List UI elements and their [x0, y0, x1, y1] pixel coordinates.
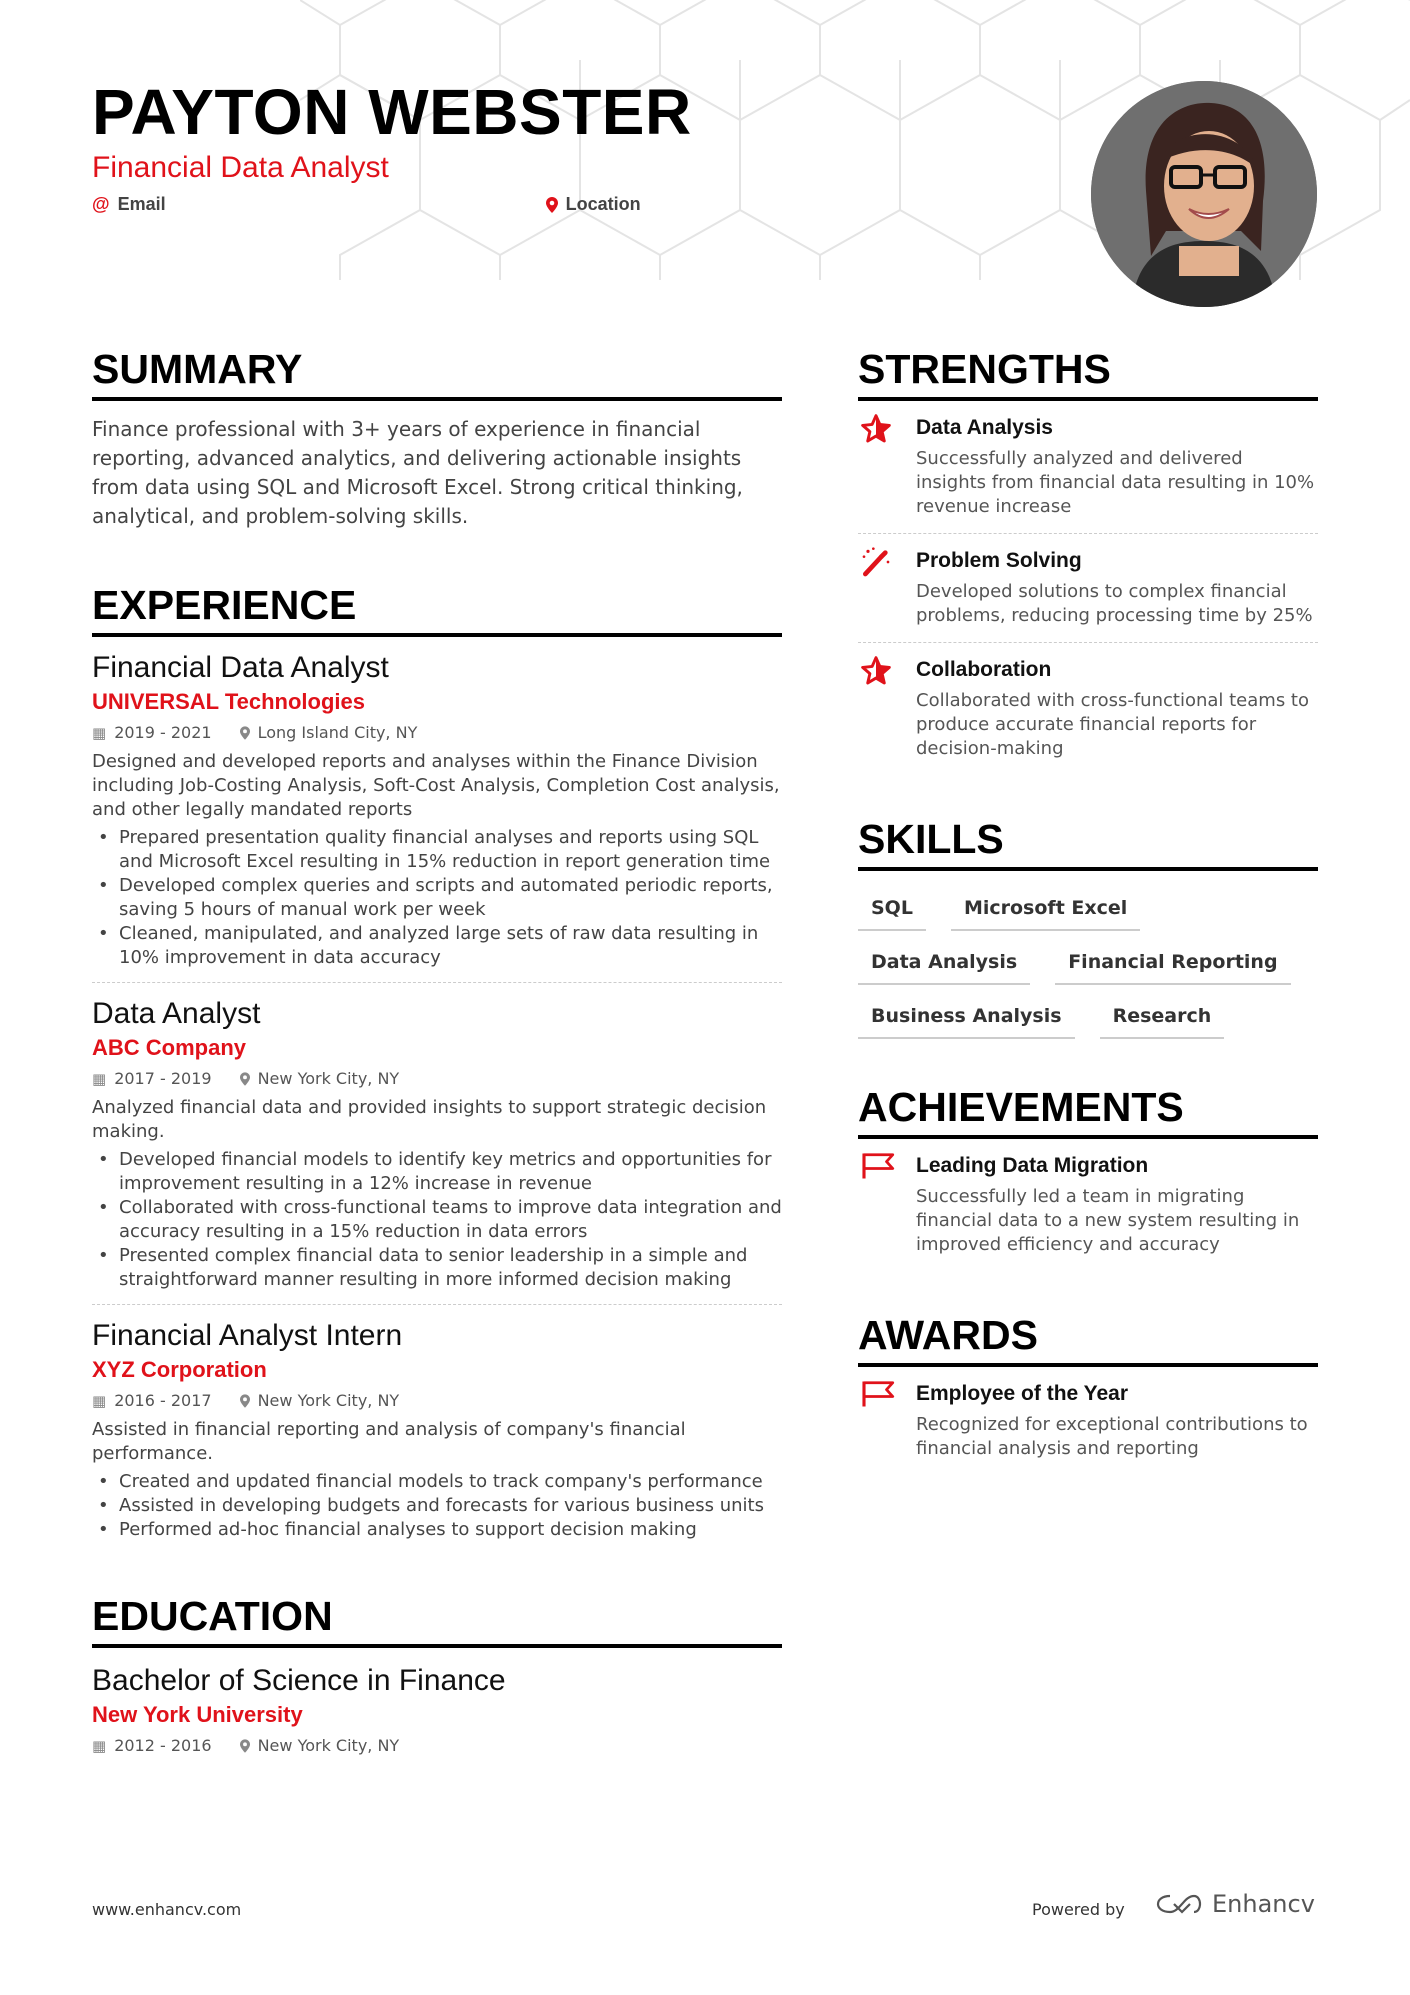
map-pin-icon [546, 197, 558, 213]
job-bullet: • Presented complex financial data to senior leadership in a simple and straightforward manner resulting in more informed decision making [92, 1244, 782, 1292]
awards-section [858, 1311, 1318, 1475]
experience-heading: EXPERIENCE [92, 581, 782, 637]
email-label: Email [117, 194, 166, 214]
skills-section [858, 815, 1318, 1045]
skill-tag: Financial Reporting [1055, 937, 1290, 985]
job-location-text: New York City, NY [257, 1069, 400, 1088]
job-dates: 2017 - 2019 [114, 1069, 212, 1088]
skill-tag: Research [1100, 991, 1225, 1039]
profile-photo [1091, 81, 1317, 307]
candidate-title: Financial Data Analyst [92, 151, 389, 184]
resume-header [92, 76, 1092, 215]
job-description: Assisted in financial reporting and analysis of company's financial performance. [92, 1419, 686, 1464]
skill-tag: Business Analysis [858, 991, 1075, 1039]
job-bullet: • Cleaned, manipulated, and analyzed large sets of raw data resulting in 10% improvement in data accuracy [92, 922, 782, 970]
job-entry [92, 649, 782, 983]
strength-description: Developed solutions to complex financial problems, reducing processing time by 25% [916, 581, 1313, 626]
job-location-text: New York City, NY [257, 1391, 400, 1410]
job-bullets [92, 1148, 782, 1292]
achievements-section [858, 1083, 1318, 1271]
skills-list [858, 883, 1318, 1045]
job-bullet: • Prepared presentation quality financial analyses and reports using SQL and Microsoft Excel resulting in 15% reduction in report generation time [92, 826, 782, 874]
job-location-text: Long Island City, NY [257, 723, 418, 742]
summary-section [92, 345, 782, 531]
flag-icon [858, 1379, 916, 1461]
strength-title: Problem Solving [916, 549, 1082, 572]
contact-row [92, 194, 1092, 215]
award-item [858, 1367, 1318, 1475]
job-meta [92, 722, 782, 744]
location-label: Location [565, 194, 641, 214]
job-entry [92, 995, 782, 1305]
calendar-icon: ▦ [92, 1070, 107, 1088]
job-dates: 2019 - 2021 [114, 723, 212, 742]
job-dates: 2016 - 2017 [114, 1391, 212, 1410]
profile-photo-illustration [1091, 81, 1317, 307]
calendar-icon: ▦ [92, 724, 107, 742]
footer-powered-by: Powered by [1032, 1900, 1125, 1919]
strength-item [858, 401, 1318, 534]
strength-description: Collaborated with cross-functional teams to produce accurate financial reports for decision-making [916, 690, 1309, 759]
flag-icon [858, 1151, 916, 1257]
at-sign-icon: @ [92, 194, 110, 214]
map-pin-icon [240, 1739, 250, 1753]
strength-description: Successfully analyzed and delivered insights from financial data resulting in 10% revenue increase [916, 448, 1315, 517]
job-title: Data Analyst [92, 997, 261, 1030]
awards-heading: AWARDS [858, 1311, 1318, 1367]
right-column [858, 345, 1318, 1475]
job-title: Financial Analyst Intern [92, 1319, 403, 1352]
map-pin-icon [240, 1072, 250, 1086]
achievement-title: Leading Data Migration [916, 1154, 1149, 1177]
left-column [92, 345, 782, 1757]
job-bullet: • Created and updated financial models to track company's performance [92, 1470, 782, 1494]
job-location [240, 722, 418, 744]
education-meta [92, 1735, 782, 1757]
job-location [240, 1390, 400, 1412]
achievement-item [858, 1139, 1318, 1271]
strength-item [858, 534, 1318, 643]
company-name: ABC Company [92, 1035, 247, 1060]
email-contact[interactable] [92, 194, 166, 215]
calendar-icon: ▦ [92, 1392, 107, 1410]
degree-title: Bachelor of Science in Finance [92, 1664, 506, 1697]
experience-section [92, 581, 782, 1554]
job-bullet: • Assisted in developing budgets and forecasts for various business units [92, 1494, 782, 1518]
job-bullet: • Developed financial models to identify key metrics and opportunities for improvement resulting in a 12% increase in revenue [92, 1148, 782, 1196]
map-pin-icon [240, 1394, 250, 1408]
achievements-heading: ACHIEVEMENTS [858, 1083, 1318, 1139]
summary-heading: SUMMARY [92, 345, 782, 401]
enhancv-logo-icon [1156, 1892, 1202, 1916]
strength-item [858, 643, 1318, 775]
job-meta [92, 1390, 782, 1412]
education-dates: 2012 - 2016 [114, 1736, 212, 1755]
job-entry [92, 1317, 782, 1554]
star-icon [858, 655, 916, 761]
job-bullet: • Performed ad-hoc financial analyses to support decision making [92, 1518, 782, 1542]
award-description: Recognized for exceptional contributions to financial analysis and reporting [916, 1414, 1308, 1459]
candidate-name: PAYTON WEBSTER [92, 76, 692, 148]
company-name: UNIVERSAL Technologies [92, 689, 366, 714]
strength-title: Collaboration [916, 658, 1052, 681]
enhancv-logo-text: Enhancv [1212, 1890, 1315, 1918]
summary-text: Finance professional with 3+ years of experience in financial reporting, advanced analytics, and delivering actionable insights from data using SQL and Microsoft Excel. Strong critical thinking, analytical, and problem-solving skills. [92, 417, 743, 528]
location-contact [546, 194, 641, 215]
skill-tag: Data Analysis [858, 937, 1030, 985]
job-bullets [92, 1470, 782, 1542]
job-bullet: • Developed complex queries and scripts and automated periodic reports, saving 5 hours of manual work per week [92, 874, 782, 922]
enhancv-logo[interactable] [1156, 1890, 1315, 1918]
job-location [240, 1068, 400, 1090]
company-name: XYZ Corporation [92, 1357, 267, 1382]
skill-tag: SQL [858, 883, 926, 931]
job-bullet: • Collaborated with cross-functional teams to improve data integration and accuracy resulting in a 15% reduction in data errors [92, 1196, 782, 1244]
strength-title: Data Analysis [916, 416, 1053, 439]
school-name: New York University [92, 1702, 303, 1727]
strengths-heading: STRENGTHS [858, 345, 1318, 401]
strengths-section [858, 345, 1318, 775]
job-bullets [92, 826, 782, 970]
skills-heading: SKILLS [858, 815, 1318, 871]
award-title: Employee of the Year [916, 1382, 1129, 1405]
achievement-description: Successfully led a team in migrating financial data to a new system resulting in improved efficiency and accuracy [916, 1186, 1300, 1255]
job-description: Designed and developed reports and analyses within the Finance Division including Job-Costing Analysis, Soft-Cost Analysis, Completion Cost analysis, and other legally mandated reports [92, 751, 780, 820]
skill-tag: Microsoft Excel [951, 883, 1140, 931]
star-icon [858, 413, 916, 519]
job-description: Analyzed financial data and provided insights to support strategic decision making. [92, 1097, 767, 1142]
calendar-icon: ▦ [92, 1737, 107, 1755]
education-heading: EDUCATION [92, 1592, 782, 1648]
job-meta [92, 1068, 782, 1090]
map-pin-icon [240, 726, 250, 740]
education-section [92, 1592, 782, 1757]
magic-wand-icon [858, 546, 916, 628]
education-location [240, 1735, 400, 1757]
job-title: Financial Data Analyst [92, 651, 389, 684]
footer-url-link[interactable]: www.enhancv.com [92, 1900, 242, 1919]
education-location-text: New York City, NY [257, 1736, 400, 1755]
